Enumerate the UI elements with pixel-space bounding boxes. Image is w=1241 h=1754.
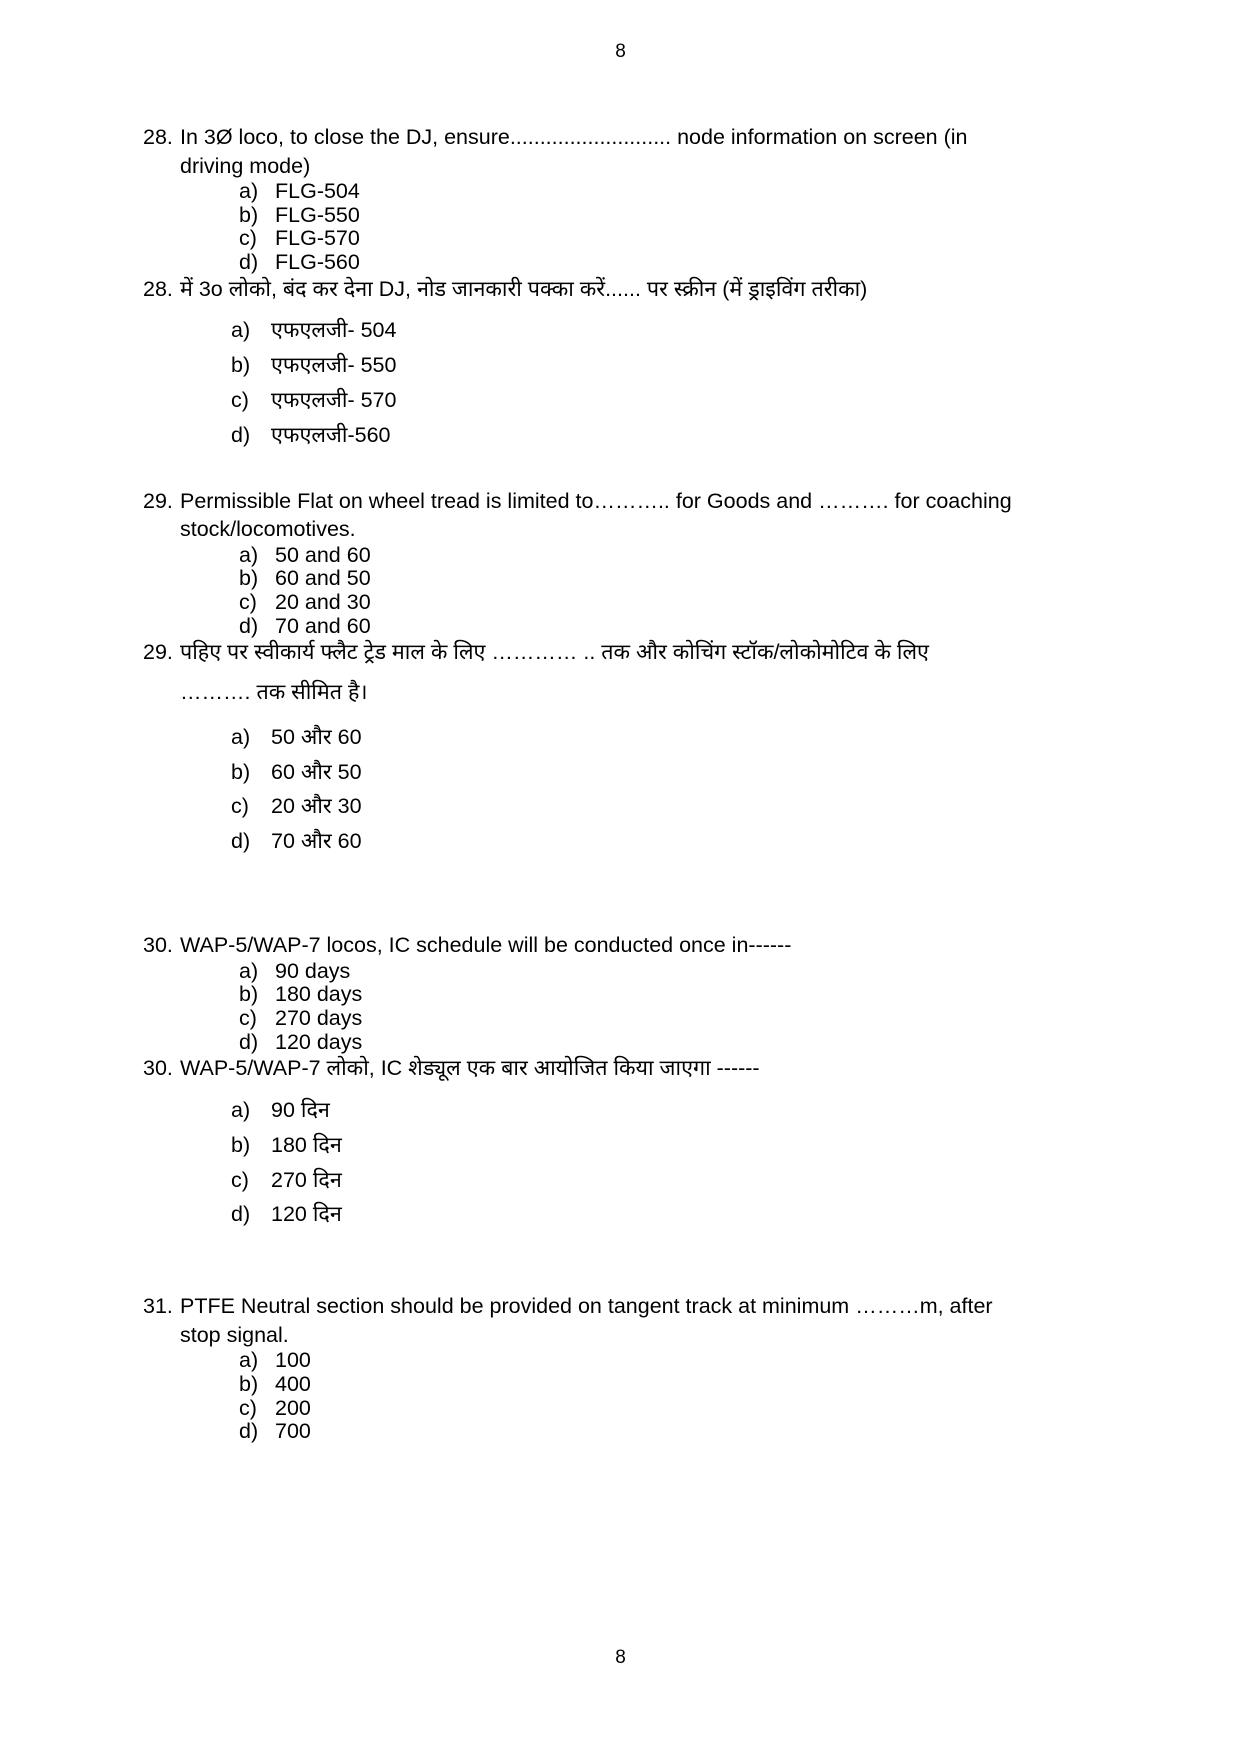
option-list bbox=[143, 720, 1106, 859]
question-line bbox=[143, 487, 1106, 516]
question-block-28-en bbox=[143, 123, 1106, 275]
question-number: 30. bbox=[143, 933, 173, 958]
question-text: पहिए पर स्वीकार्य फ्लैट ट्रेड माल के लिए ………… .. तक और कोचिंग स्टॉक/लोकोमोटिव के लिए bbox=[180, 640, 929, 665]
option-item[interactable] bbox=[239, 1007, 1106, 1031]
option-label: a) bbox=[239, 1348, 259, 1373]
option-label: b) bbox=[239, 1372, 259, 1397]
spacer bbox=[143, 710, 1106, 720]
option-text: 200 bbox=[275, 1395, 311, 1420]
option-label: a) bbox=[231, 318, 251, 343]
option-item[interactable] bbox=[239, 591, 1106, 615]
option-label: b) bbox=[231, 1132, 251, 1157]
option-label: d) bbox=[239, 1419, 259, 1444]
option-item[interactable] bbox=[239, 983, 1106, 1007]
question-number: 31. bbox=[143, 1294, 173, 1319]
question-text-continuation: driving mode) bbox=[180, 153, 311, 178]
option-text: 700 bbox=[275, 1419, 311, 1444]
question-text: In 3Ø loco, to close the DJ, ensure........................... node information on screen (in bbox=[180, 125, 968, 149]
question-number: 29. bbox=[143, 640, 173, 665]
option-text: 50 and 60 bbox=[275, 542, 371, 567]
option-item[interactable] bbox=[239, 1349, 1106, 1373]
question-number: 28. bbox=[143, 125, 173, 149]
option-label: d) bbox=[239, 1029, 259, 1054]
option-item[interactable] bbox=[231, 789, 1106, 824]
question-line bbox=[143, 638, 1106, 667]
option-text: FLG-504 bbox=[275, 179, 360, 204]
option-text: 70 और 60 bbox=[271, 829, 362, 854]
option-item[interactable] bbox=[231, 755, 1106, 790]
option-label: a) bbox=[239, 542, 259, 567]
question-line bbox=[143, 123, 1106, 152]
option-item[interactable] bbox=[239, 544, 1106, 568]
option-text: 180 दिन bbox=[271, 1132, 342, 1157]
question-block-29-hi bbox=[143, 638, 1106, 859]
option-label: d) bbox=[239, 613, 259, 638]
question-block-29-en bbox=[143, 487, 1106, 639]
option-text: 100 bbox=[275, 1348, 311, 1373]
option-list bbox=[143, 544, 1106, 639]
option-label: b) bbox=[239, 566, 259, 591]
option-item[interactable] bbox=[239, 227, 1106, 251]
option-item[interactable] bbox=[231, 383, 1106, 418]
option-text: 60 and 50 bbox=[275, 566, 371, 591]
spacer bbox=[143, 453, 1106, 487]
option-label: c) bbox=[231, 388, 249, 412]
option-text: FLG-560 bbox=[275, 250, 360, 275]
question-block-30-en bbox=[143, 931, 1106, 1054]
option-text: 270 days bbox=[275, 1006, 363, 1031]
option-item[interactable] bbox=[231, 824, 1106, 859]
option-item[interactable] bbox=[231, 313, 1106, 348]
option-item[interactable] bbox=[231, 720, 1106, 755]
option-item[interactable] bbox=[231, 1163, 1106, 1198]
option-text: 180 days bbox=[275, 982, 363, 1007]
question-line bbox=[143, 1292, 1106, 1321]
option-item[interactable] bbox=[239, 615, 1106, 639]
option-label: b) bbox=[231, 353, 251, 378]
option-label: c) bbox=[231, 794, 249, 819]
option-label: c) bbox=[239, 226, 257, 251]
question-block-30-hi bbox=[143, 1054, 1106, 1232]
option-label: b) bbox=[231, 759, 251, 784]
question-text: PTFE Neutral section should be provided on tangent track at minimum ………m, after bbox=[180, 1294, 993, 1319]
option-text: एफएलजी- 570 bbox=[271, 388, 397, 412]
option-text: 90 दिन bbox=[271, 1097, 330, 1122]
question-number: 28. bbox=[143, 276, 173, 301]
option-label: c) bbox=[231, 1167, 249, 1192]
question-block-31-en bbox=[143, 1292, 1106, 1444]
option-item[interactable] bbox=[231, 418, 1106, 453]
option-text: 400 bbox=[275, 1372, 311, 1397]
option-text: एफएलजी-560 bbox=[271, 422, 391, 447]
option-item[interactable] bbox=[231, 1093, 1106, 1128]
question-text: में 3o लोको, बंद कर देना DJ, नोड जानकारी पक्का करें...... पर स्क्रीन (में ड्राइविंग तरीका) bbox=[180, 276, 868, 301]
option-label: a) bbox=[231, 1097, 251, 1122]
page-number-footer: 8 bbox=[615, 1647, 626, 1668]
option-item[interactable] bbox=[231, 1197, 1106, 1232]
option-text: एफएलजी- 550 bbox=[271, 353, 397, 378]
question-text-continuation: ………. तक सीमित है। bbox=[180, 680, 368, 704]
option-text: 20 and 30 bbox=[275, 590, 371, 615]
option-list bbox=[143, 960, 1106, 1055]
option-label: c) bbox=[239, 590, 257, 615]
question-text: WAP-5/WAP-7 locos, IC schedule will be conducted once in------ bbox=[180, 933, 792, 958]
option-text: एफएलजी- 504 bbox=[271, 318, 397, 343]
option-label: d) bbox=[231, 1202, 251, 1227]
option-text: 50 और 60 bbox=[271, 724, 362, 749]
question-line bbox=[143, 275, 1106, 304]
option-label: b) bbox=[239, 202, 259, 227]
option-item[interactable] bbox=[239, 960, 1106, 984]
option-label: a) bbox=[239, 179, 259, 204]
option-item[interactable] bbox=[239, 567, 1106, 591]
option-text: FLG-550 bbox=[275, 202, 360, 227]
option-label: c) bbox=[239, 1395, 257, 1420]
option-text: 20 और 30 bbox=[271, 794, 362, 819]
spacer bbox=[143, 1232, 1106, 1292]
spacer bbox=[143, 859, 1106, 931]
question-number: 29. bbox=[143, 488, 173, 513]
question-line bbox=[143, 1054, 1106, 1083]
option-item[interactable] bbox=[231, 1128, 1106, 1163]
option-item[interactable] bbox=[239, 204, 1106, 228]
page-number-header: 8 bbox=[615, 41, 626, 62]
option-item[interactable] bbox=[239, 251, 1106, 275]
question-number: 30. bbox=[143, 1056, 173, 1081]
question-text: WAP-5/WAP-7 लोको, IC शेड्यूल एक बार आयोजित किया जाएगा ------ bbox=[180, 1056, 760, 1081]
question-text-continuation: stop signal. bbox=[180, 1322, 289, 1347]
option-label: a) bbox=[231, 724, 251, 749]
option-list bbox=[143, 313, 1106, 452]
option-label: c) bbox=[239, 1006, 257, 1031]
option-item[interactable] bbox=[239, 1373, 1106, 1397]
option-label: b) bbox=[239, 982, 259, 1007]
option-label: a) bbox=[239, 958, 259, 983]
spacer bbox=[143, 1083, 1106, 1093]
option-item[interactable] bbox=[239, 1420, 1106, 1444]
option-text: 120 days bbox=[275, 1029, 363, 1054]
option-item[interactable] bbox=[239, 1031, 1106, 1055]
option-list bbox=[143, 180, 1106, 275]
option-label: d) bbox=[239, 250, 259, 275]
option-text: 60 और 50 bbox=[271, 759, 362, 784]
option-label: d) bbox=[231, 422, 251, 447]
option-text: 90 days bbox=[275, 958, 351, 983]
question-text: Permissible Flat on wheel tread is limited to……….. for Goods and ………. for coaching bbox=[180, 488, 1012, 513]
option-list bbox=[143, 1093, 1106, 1232]
question-list bbox=[0, 61, 1241, 1444]
option-label: d) bbox=[231, 829, 251, 854]
question-line bbox=[143, 931, 1106, 960]
question-text-continuation: stock/locomotives. bbox=[180, 517, 356, 542]
option-list bbox=[143, 1349, 1106, 1444]
option-text: FLG-570 bbox=[275, 226, 360, 251]
option-item[interactable] bbox=[231, 348, 1106, 383]
option-text: 120 दिन bbox=[271, 1202, 342, 1227]
option-text: 70 and 60 bbox=[275, 613, 371, 638]
question-block-28-hi bbox=[143, 275, 1106, 453]
option-text: 270 दिन bbox=[271, 1167, 342, 1192]
option-item[interactable] bbox=[239, 1397, 1106, 1421]
option-item[interactable] bbox=[239, 180, 1106, 204]
spacer bbox=[143, 303, 1106, 313]
